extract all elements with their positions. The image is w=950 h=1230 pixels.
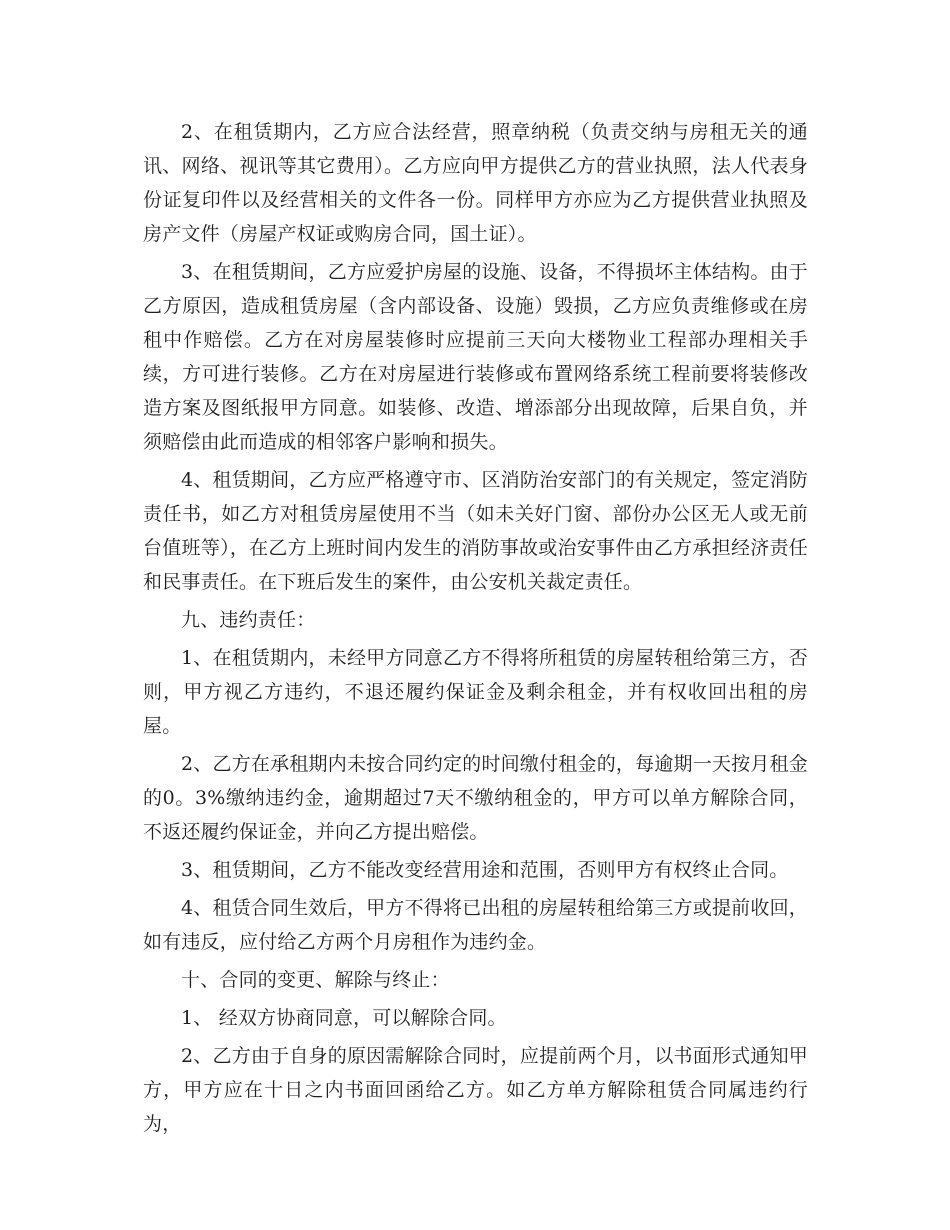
clause-4-fire-safety: 4、租赁期间，乙方应严格遵守市、区消防治安部门的有关规定，签定消防责任书，如乙方对租赁房屋使用不当（如未关好门窗、部份办公区无人或无前台值班等），在乙方上班时间内发生的消防事故或治安事件由乙方承担经济责任和民事责任。在下班后发生的案件，由公安机关裁定责任。	[143, 469, 808, 593]
termination-clause-2: 2、乙方由于自身的原因需解除合同时，应提前两个月，以书面形式通知甲方，甲方应在十日之内书面回函给乙方。如乙方单方解除租赁合同属违约行为，	[143, 1045, 808, 1135]
breach-clause-2: 2、乙方在承租期内未按合同约定的时间缴付租金的，每逾期一天按月租金的0。3%缴纳违约金，逾期超过7天不缴纳租金的，甲方可以单方解除合同，不返还履约保证金，并向乙方提出赔偿。	[143, 753, 808, 843]
breach-clause-3: 3、租赁期间，乙方不能改变经营用途和范围，否则甲方有权终止合同。	[181, 859, 789, 881]
section-heading-termination: 十、合同的变更、解除与终止：	[181, 969, 450, 991]
breach-clause-4: 4、租赁合同生效后，甲方不得将已出租的房屋转租给第三方或提前收回，如有违反，应付给乙方两个月房租作为违约金。	[143, 897, 808, 953]
termination-clause-1: 1、 经双方协商同意，可以解除合同。	[181, 1007, 507, 1029]
breach-clause-1: 1、在租赁期内，未经甲方同意乙方不得将所租赁的房屋转租给第三方，否则，甲方视乙方违约，不退还履约保证金及剩余租金，并有权收回出租的房屋。	[143, 647, 808, 737]
section-heading-breach: 九、违约责任：	[181, 609, 316, 631]
document-body	[143, 115, 808, 1145]
clause-2-operation: 2、在租赁期内，乙方应合法经营，照章纳税（负责交纳与房租无关的通讯、网络、视讯等其它费用）。乙方应向甲方提供乙方的营业执照，法人代表身份证复印件以及经营相关的文件各一份。同样甲方亦应为乙方提供营业执照及房产文件（房屋产权证或购房合同，国土证）。	[143, 121, 808, 245]
clause-3-maintenance: 3、在租赁期间，乙方应爱护房屋的设施、设备，不得损坏主体结构。由于乙方原因，造成租赁房屋（含内部设备、设施）毁损，乙方应负责维修或在房租中作赔偿。乙方在对房屋装修时应提前三天向大楼物业工程部办理相关手续，方可进行装修。乙方在对房屋进行装修或布置网络系统工程前要将装修改造方案及图纸报甲方同意。如装修、改造、增添部分出现故障，后果自负，并须赔偿由此而造成的相邻客户影响和损失。	[143, 261, 808, 453]
